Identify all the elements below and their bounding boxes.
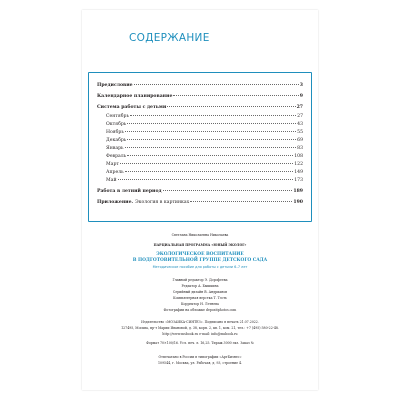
imprint-printer-address: 109544, г. Москва, ул. Рабочая, д. 93, строение 4. (157, 361, 243, 365)
toc-entry-label: Ноябрь (106, 130, 124, 135)
toc-entry-label: Март (106, 162, 119, 167)
toc-leader-dots (190, 201, 292, 202)
toc-leader-dots (134, 84, 299, 85)
toc-entry-calendar (97, 94, 303, 99)
imprint-program: ПАРЦИАЛЬНАЯ ПРОГРАММА «ЮНЫЙ ЭКОЛОГ» (153, 243, 247, 247)
toc-entry-month (106, 162, 303, 167)
imprint-publisher: Издательство «МОЗАИКА-СИНТЕЗ». Подписано в печать 21.07.2022. (141, 320, 259, 324)
toc-leader-dots (120, 163, 293, 164)
imprint-editor: Редактор А. Бышкина (181, 284, 219, 288)
toc-entry-month (106, 114, 303, 119)
toc-entry-label: Сентябрь (106, 114, 129, 119)
imprint-printed: Отпечатано в России в типографии «АртБизнес» (158, 355, 242, 359)
toc-page-number: 83 (297, 146, 303, 151)
imprint-series-design: Серийный дизайн В. Андрианов (172, 290, 228, 294)
toc-leader-dots (118, 179, 294, 180)
toc-page-number: 27 (297, 114, 303, 119)
toc-entry-preface (97, 83, 303, 88)
toc-entry-summer (97, 189, 303, 194)
imprint-photos: Фотографии на обложке depositphotos.com (163, 308, 237, 312)
toc-entry-month (106, 130, 303, 135)
toc-entry-month (106, 154, 303, 159)
toc-entry-label: Февраль (106, 154, 127, 159)
imprint-address: 127495, Москва, пр-т Марии Ивановой, д. 38, корп. 2, кв. 1, ком. 21, тел.: +7 (495) 580-22-48. (121, 326, 279, 330)
toc-leader-dots (127, 155, 293, 156)
toc-entry-month (106, 122, 303, 127)
toc-entry-month (106, 146, 303, 151)
toc-page-number: 149 (294, 170, 303, 175)
page-title: СОДЕРЖАНИЕ (129, 32, 210, 44)
toc-leader-dots (173, 95, 298, 96)
toc-entry-label: Апрель (106, 170, 124, 175)
toc-leader-dots (125, 131, 296, 132)
toc-entry-label: Январь (106, 146, 124, 151)
toc-leader-dots (127, 123, 296, 124)
toc-page-number: 189 (293, 189, 303, 194)
imprint-editor-chief: Главный редактор Э. Дорофеева (172, 278, 228, 282)
imprint-subtitle: Методическое пособие для работы с детьми 6–7 лет (152, 265, 248, 269)
toc-page-number: 3 (299, 83, 303, 88)
toc-leader-dots (125, 147, 297, 148)
toc-leader-dots (127, 139, 296, 140)
imprint-proofreader: Корректор Н. Летнева (181, 302, 219, 306)
toc-leader-dots (167, 106, 295, 107)
toc-entry-month (106, 178, 303, 183)
toc-page-number: 69 (297, 138, 303, 143)
imprint-format: Формат 70×100/16. Усл. печ. л. 16,25. Тираж 3000 экз. Заказ № (146, 341, 254, 345)
toc-entry-label: Декабрь (106, 138, 127, 143)
toc-page-number: 27 (296, 105, 303, 110)
toc-page-number: 190 (293, 200, 303, 205)
imprint-web: http://www.msbook.ru e-mail: info@msbook.ru (162, 332, 238, 336)
toc-entry-appendix (97, 200, 303, 205)
toc-frame (88, 72, 312, 222)
toc-entry-label: Предисловие (97, 83, 133, 88)
toc-entry-month (106, 170, 303, 175)
toc-entry-label: Приложение. (97, 200, 134, 205)
toc-entry-label: Система работы с детьми (97, 105, 167, 110)
toc-page-number: 43 (297, 122, 303, 127)
imprint-author: Светлана Николаевна Николаева (171, 233, 229, 237)
toc-page-number: 108 (294, 154, 303, 159)
book-page (82, 10, 318, 390)
toc-entry-system (97, 105, 303, 110)
toc-page-number: 173 (294, 178, 303, 183)
imprint-layout: Компьютерная верстка Т. Тэсть (173, 296, 227, 300)
toc-page-number: 55 (297, 130, 303, 135)
toc-leader-dots (125, 171, 294, 172)
imprint-book-title-line2: В ПОДГОТОВИТЕЛЬНОЙ ГРУППЕ ДЕТСКОГО САДА (132, 258, 268, 263)
toc-entry-label: Работа в летний период (97, 189, 162, 194)
toc-page-number: 122 (294, 162, 303, 167)
toc-entry-label: Май (106, 178, 117, 183)
imprint-book-title: ЭКОЛОГИЧЕСКОЕ ВОСПИТАНИЕ (156, 252, 244, 257)
toc-entry-month (106, 138, 303, 143)
toc-leader-dots (130, 115, 296, 116)
toc-entry-label: Календарное планирование (97, 94, 173, 99)
toc-entry-label: Октябрь (106, 122, 127, 127)
toc-page-number: 9 (299, 94, 303, 99)
toc-leader-dots (163, 190, 293, 191)
toc-entry-note: Экология в картинках (135, 200, 190, 205)
